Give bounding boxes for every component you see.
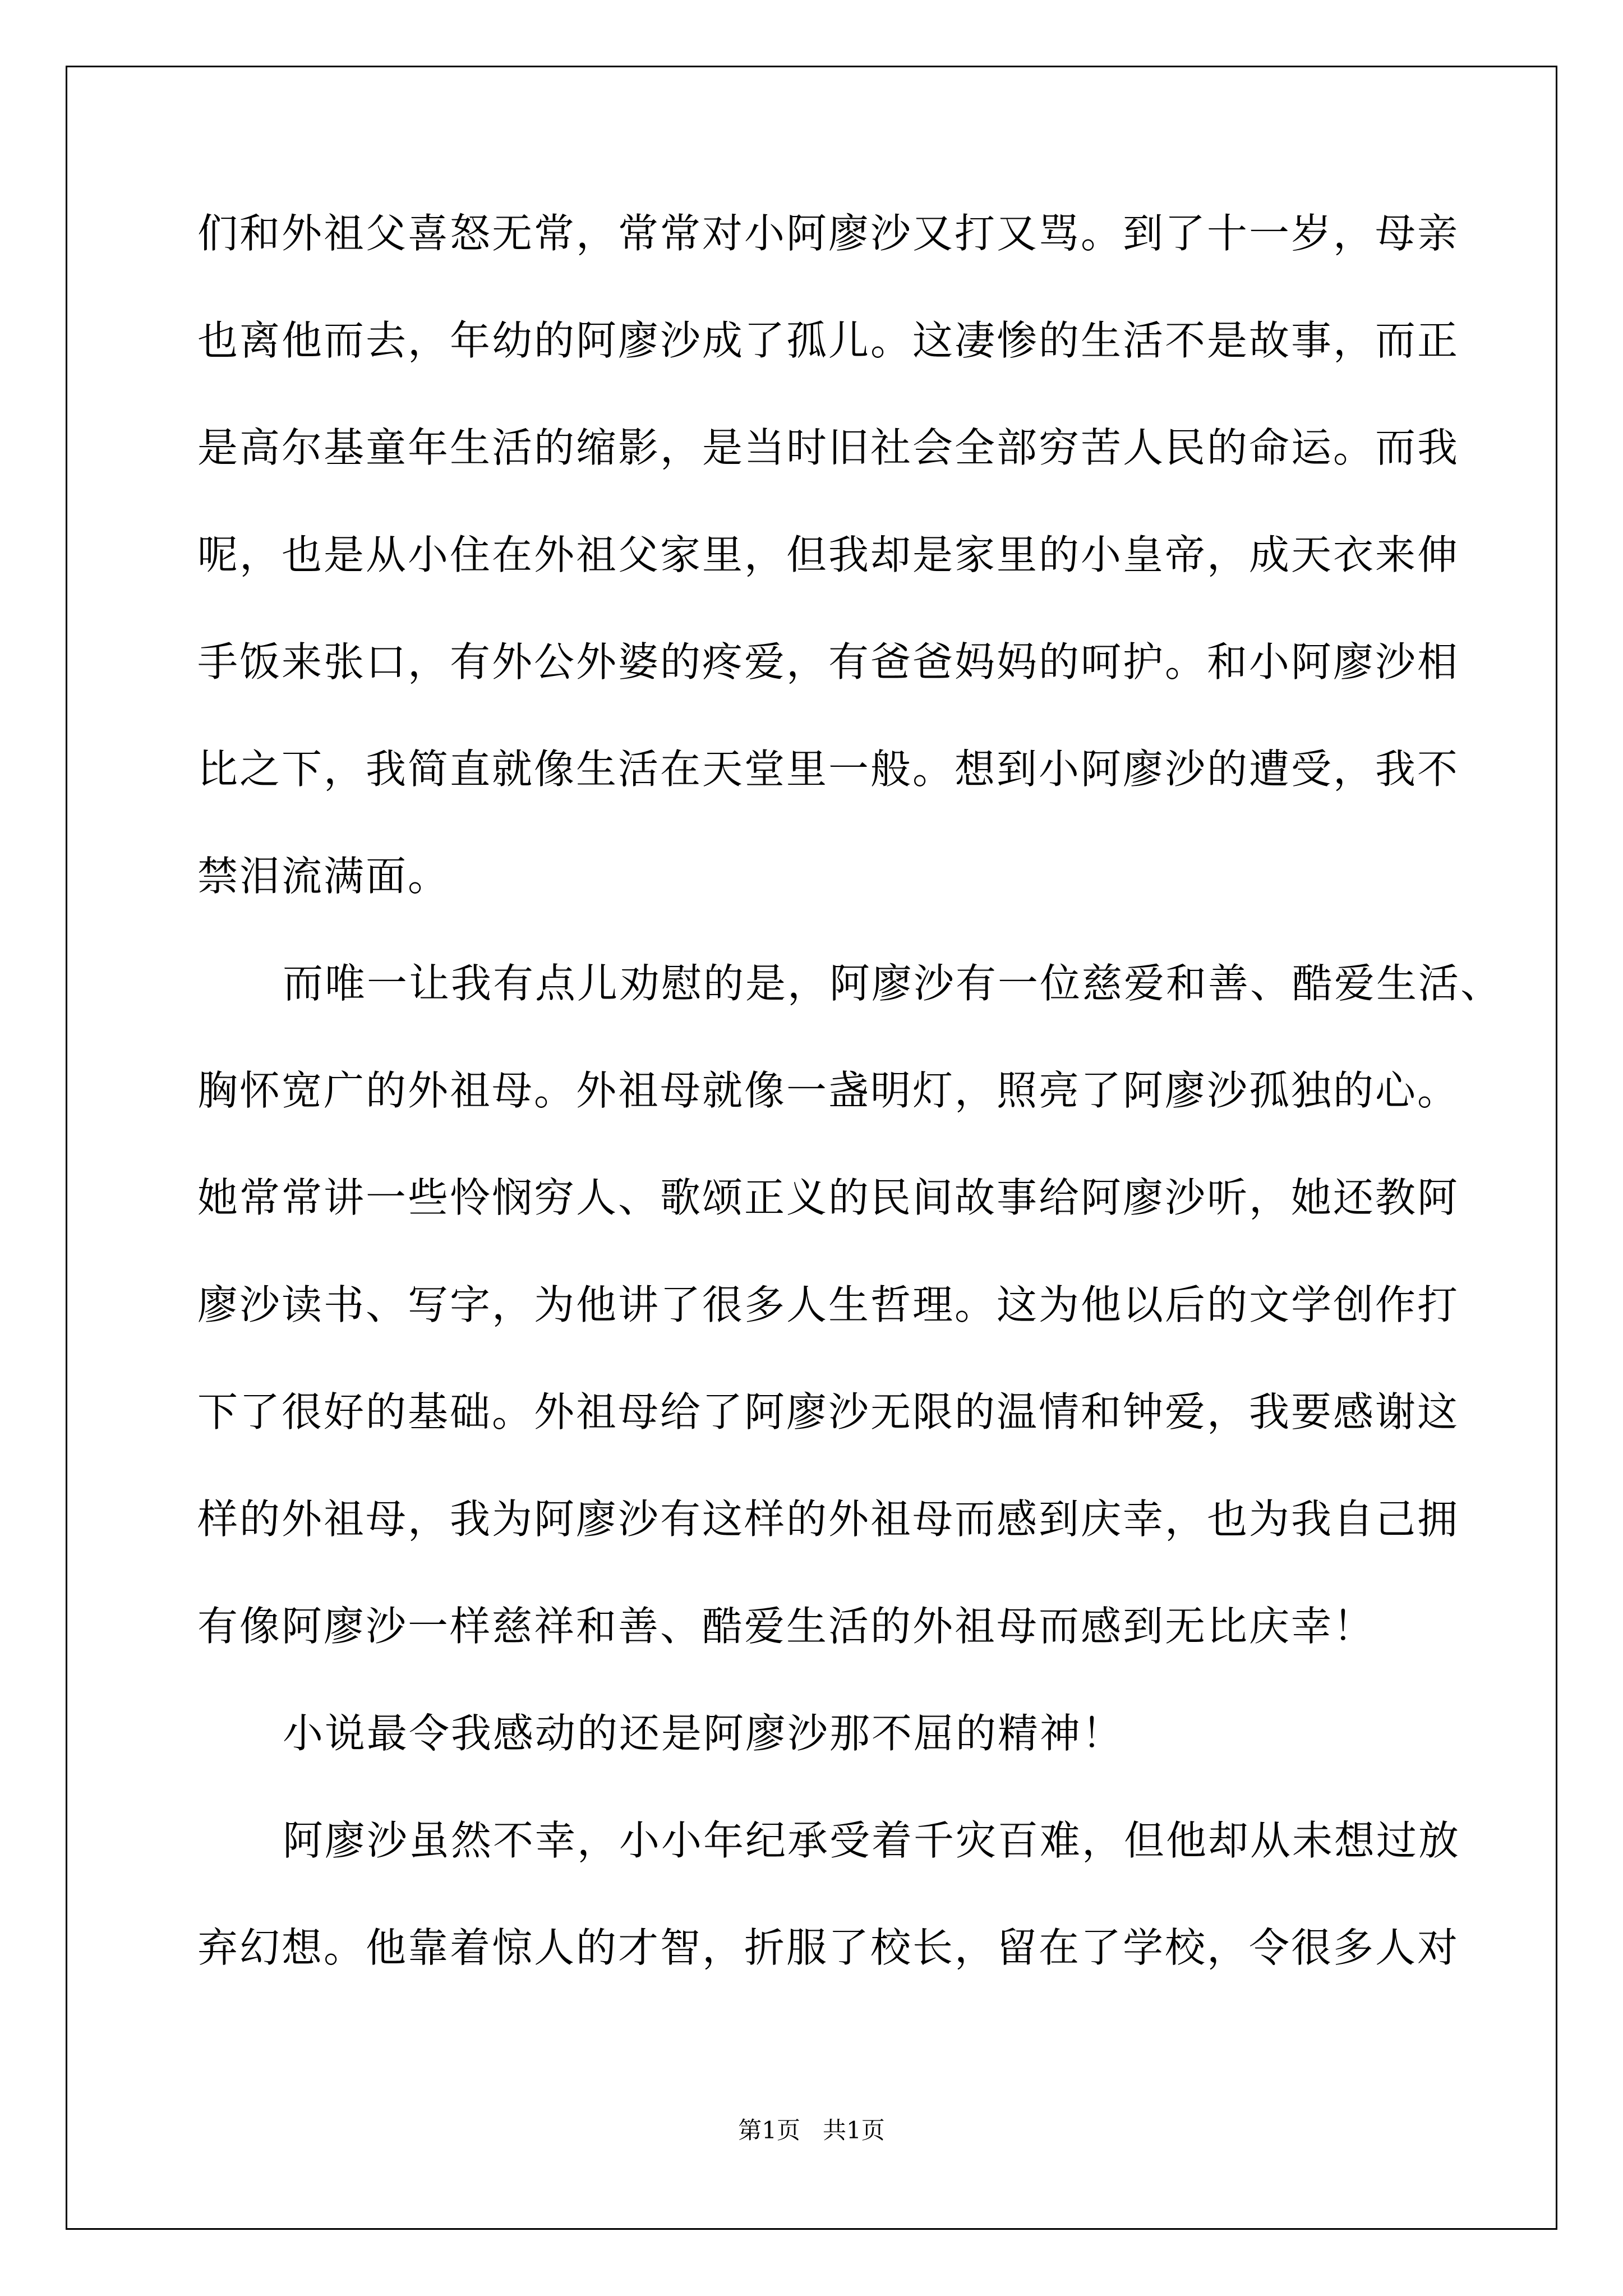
text-line: 也离他而去，年幼的阿廖沙成了孤儿。这凄惨的生活不是故事，而正	[197, 317, 1460, 364]
page-border	[66, 66, 1557, 2230]
text-line: 廖沙读书、写字，为他讲了很多人生哲理。这为他以后的文学创作打	[197, 1281, 1460, 1328]
text-line: 而唯一让我有点儿劝慰的是，阿廖沙有一位慈爱和善、酷爱生活、	[283, 960, 1503, 1007]
text-line: 是高尔基童年生活的缩影，是当时旧社会全部穷苦人民的命运。而我	[197, 424, 1460, 471]
text-line: 们和外祖父喜怒无常，常常对小阿廖沙又打又骂。到了十一岁，母亲	[197, 210, 1460, 257]
text-line: 下了很好的基础。外祖母给了阿廖沙无限的温情和钟爱，我要感谢这	[197, 1388, 1460, 1435]
text-line: 她常常讲一些怜悯穷人、歌颂正义的民间故事给阿廖沙听，她还教阿	[197, 1174, 1460, 1221]
text-line: 弃幻想。他靠着惊人的才智，折服了校长，留在了学校，令很多人对	[197, 1924, 1460, 1971]
text-line: 阿廖沙虽然不幸，小小年纪承受着千灾百难，但他却从未想过放	[283, 1817, 1461, 1864]
text-line: 比之下，我简直就像生活在天堂里一般。想到小阿廖沙的遭受，我不	[197, 746, 1460, 793]
text-line: 呢，也是从小住在外祖父家里，但我却是家里的小皇帝，成天衣来伸	[197, 531, 1460, 578]
text-line: 有像阿廖沙一样慈祥和善、酷爱生活的外祖母而感到无比庆幸！	[197, 1603, 1376, 1650]
text-line: 胸怀宽广的外祖母。外祖母就像一盏明灯，照亮了阿廖沙孤独的心。	[197, 1067, 1460, 1114]
text-line: 手饭来张口，有外公外婆的疼爱，有爸爸妈妈的呵护。和小阿廖沙相	[197, 638, 1460, 685]
page-number-footer: 第1页 共1页	[738, 2116, 885, 2144]
text-line: 禁泪流满面。	[197, 853, 450, 900]
text-line: 样的外祖母，我为阿廖沙有这样的外祖母而感到庆幸，也为我自己拥	[197, 1496, 1460, 1543]
text-line: 小说最令我感动的还是阿廖沙那不屈的精神！	[283, 1710, 1124, 1757]
